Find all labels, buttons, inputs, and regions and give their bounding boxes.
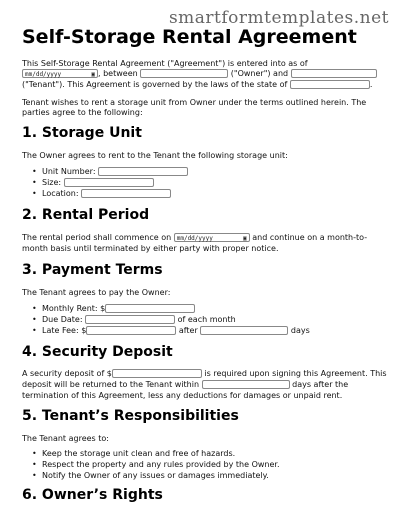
intro-line-2 xyxy=(22,68,377,79)
intro-line-3: ("Tenant"). This Agreement is governed by the laws of the state of . xyxy=(22,80,373,89)
section-4-heading: 4. Security Deposit xyxy=(22,344,173,360)
list-item: • Notify the Owner of any issues or damages immediately. xyxy=(32,470,280,481)
list-item: • Keep the storage unit clean and free of hazards. xyxy=(32,448,280,459)
tenant-label: ("Tenant"). This Agreement is governed by the laws of the state of xyxy=(22,80,288,89)
rental-period-line-1: The rental period shall commence on mm/dd/yyyy ▣ and continue on a month-to- xyxy=(22,233,368,242)
due-date-field[interactable] xyxy=(85,315,175,324)
watermark: smartformtemplates.net xyxy=(168,8,389,28)
deposit-amount-field[interactable] xyxy=(112,369,202,378)
intro-line-1: This Self-Storage Rental Agreement ("Agreement") is entered into as of xyxy=(22,59,308,68)
section-3-lead: The Tenant agrees to pay the Owner: xyxy=(22,288,171,297)
tenant-name-field[interactable] xyxy=(291,69,377,78)
late-fee-days-field[interactable] xyxy=(200,326,288,335)
list-item: • Size: xyxy=(32,177,188,188)
calendar-icon: ▣ xyxy=(243,235,247,242)
payment-terms-list xyxy=(32,303,310,336)
page-title: Self-Storage Rental Agreement xyxy=(22,26,357,48)
deposit-line-3: termination of this Agreement, less any deductions for damages or unpaid rent. xyxy=(22,391,343,400)
rental-period-line-2: month basis until terminated by either party with proper notice. xyxy=(22,244,279,253)
list-item: • Unit Number: xyxy=(32,166,188,177)
owner-name-field[interactable] xyxy=(140,69,228,78)
deposit-line-1: A security deposit of $ is required upon signing this Agreement. This xyxy=(22,369,387,378)
section-1-lead: The Owner agrees to rent to the Tenant the following storage unit: xyxy=(22,151,288,160)
preamble-line-2: parties agree to the following: xyxy=(22,108,143,117)
section-5-lead: The Tenant agrees to: xyxy=(22,434,109,443)
state-field[interactable] xyxy=(290,80,370,89)
late-fee-field[interactable] xyxy=(86,326,176,335)
tenant-responsibilities-list xyxy=(32,448,280,481)
unit-size-field[interactable] xyxy=(64,178,154,187)
list-item: • Monthly Rent: $ xyxy=(32,303,310,314)
deposit-line-2: deposit will be returned to the Tenant within days after the xyxy=(22,380,349,389)
section-3-heading: 3. Payment Terms xyxy=(22,262,163,278)
agreement-date-field[interactable]: mm/dd/yyyy ▣ xyxy=(22,69,98,78)
calendar-icon: ▣ xyxy=(91,71,95,78)
commence-date-field[interactable]: mm/dd/yyyy ▣ xyxy=(174,233,250,242)
list-item: • Due Date: of each month xyxy=(32,314,310,325)
list-item: • Late Fee: $ after days xyxy=(32,325,310,336)
section-2-heading: 2. Rental Period xyxy=(22,207,150,223)
owner-label: ("Owner") and xyxy=(230,69,289,78)
monthly-rent-field[interactable] xyxy=(105,304,195,313)
list-item: • Location: xyxy=(32,188,188,199)
section-6-heading: 6. Owner’s Rights xyxy=(22,487,163,503)
between-label: , between xyxy=(98,69,138,78)
section-5-heading: 5. Tenant’s Responsibilities xyxy=(22,408,239,424)
preamble-line-1: Tenant wishes to rent a storage unit from Owner under the terms outlined herein. The xyxy=(22,98,367,107)
storage-unit-list xyxy=(32,166,188,199)
list-item: • Respect the property and any rules provided by the Owner. xyxy=(32,459,280,470)
deposit-return-days-field[interactable] xyxy=(202,380,290,389)
section-1-heading: 1. Storage Unit xyxy=(22,125,142,141)
unit-number-field[interactable] xyxy=(98,167,188,176)
unit-location-field[interactable] xyxy=(81,189,171,198)
